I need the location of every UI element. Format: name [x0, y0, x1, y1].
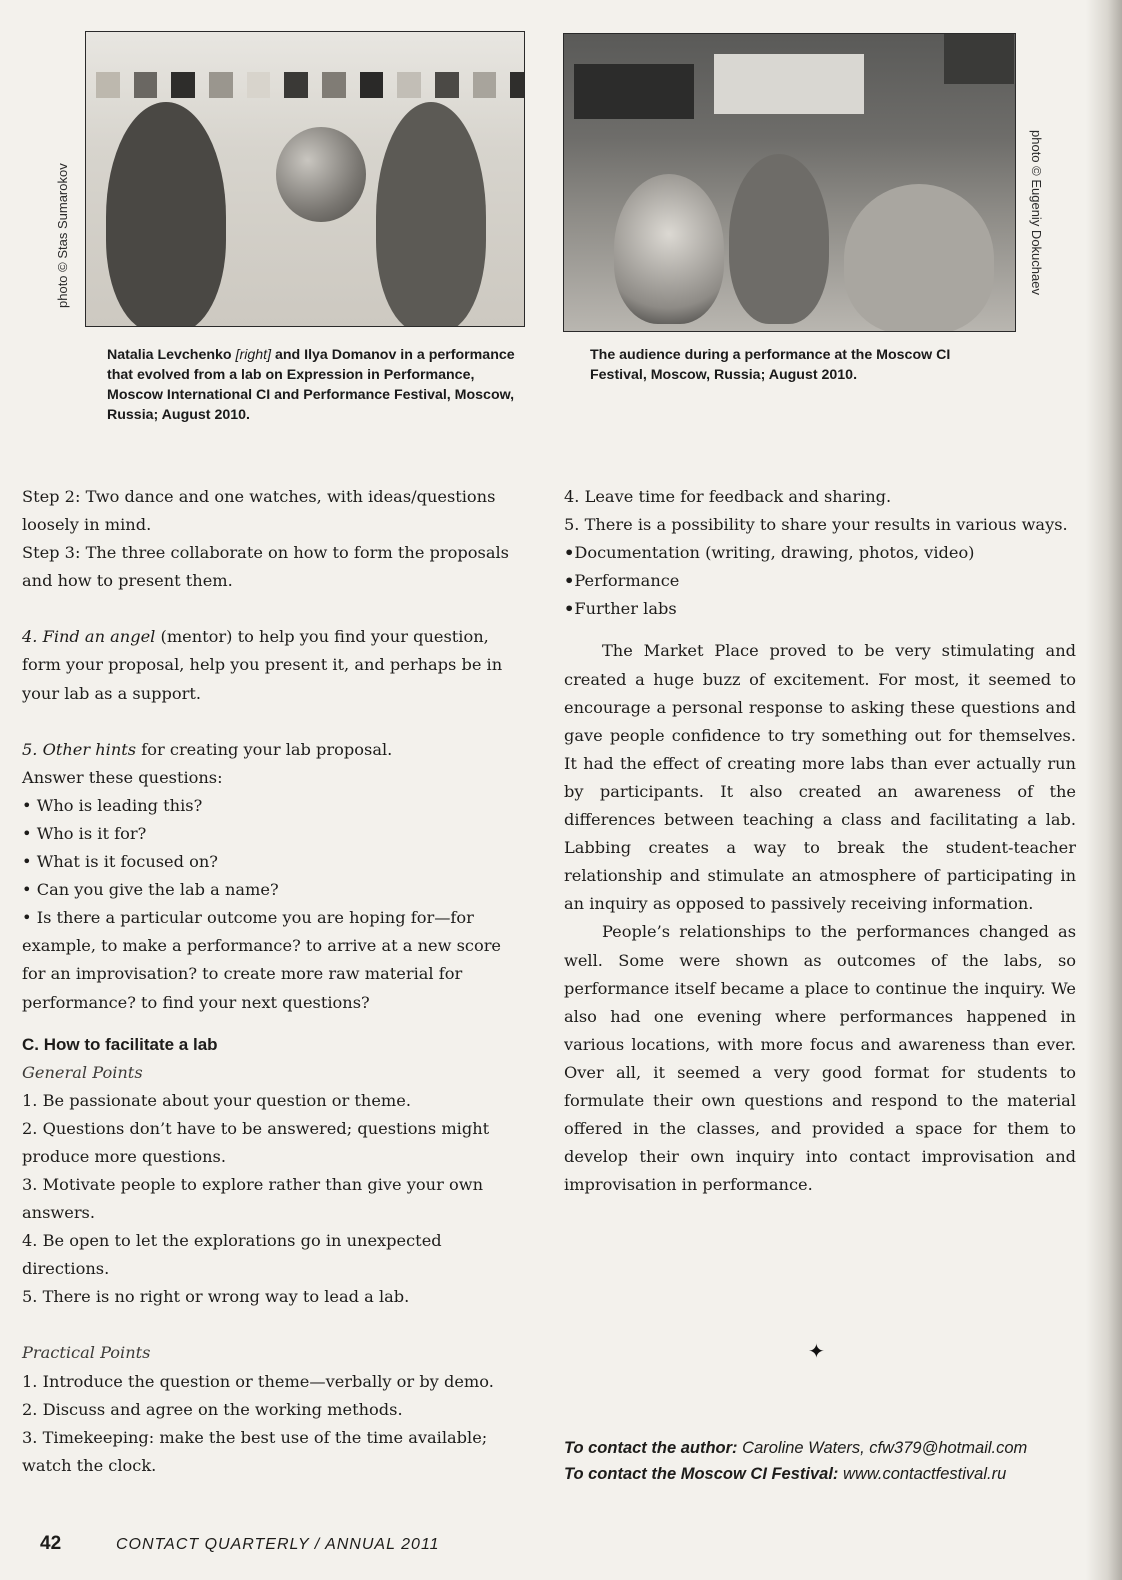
page-edge-shadow — [1086, 0, 1122, 1580]
question-item: • Can you give the lab a name? — [22, 880, 279, 900]
question-item: • Is there a particular outcome you are hoping for—for example, to make a performance? to arrive at a new score for an improvisation? to create more raw material for performance? to find your next questions? — [22, 908, 502, 1012]
practical-points-heading: Practical Points — [22, 1343, 151, 1363]
general-point: 1. Be passionate about your question or theme. — [22, 1090, 411, 1110]
bullet-item: •Documentation (writing, drawing, photos, video) — [564, 543, 975, 563]
answer-intro: Answer these questions: — [22, 767, 223, 787]
photo-credit-1: photo © Stas Sumarokov — [55, 163, 70, 308]
general-point: 3. Motivate people to explore rather than give your own answers. — [22, 1174, 483, 1223]
general-point: 4. Be open to let the explorations go in unexpected directions. — [22, 1231, 442, 1279]
contact-festival: To contact the Moscow CI Festival: www.contactfestival.ru — [564, 1465, 1007, 1483]
photo-performance-balloon — [85, 31, 525, 327]
question-item: • Who is leading this? — [22, 795, 203, 815]
publication-title: CONTACT QUARTERLY / ANNUAL 2011 — [116, 1536, 440, 1553]
section-heading-facilitate: C. How to facilitate a lab — [22, 1034, 218, 1054]
dancer-woman — [376, 102, 486, 327]
page-number: 42 — [40, 1533, 62, 1554]
general-points-heading: General Points — [22, 1062, 143, 1082]
practical-point: 3. Timekeeping: make the best use of the time available; watch the clock. — [22, 1427, 488, 1475]
end-mark-icon: ✦ — [808, 1339, 825, 1363]
step-3: Step 3: The three collaborate on how to form the proposals and how to present them. — [22, 543, 509, 591]
question-item: • What is it focused on? — [22, 852, 218, 872]
list-item-feedback: 4. Leave time for feedback and sharing. — [564, 487, 892, 506]
other-hints-item: 5. Other hints for creating your lab proposal. — [22, 739, 393, 759]
festival-website-link[interactable]: www.contactfestival.ru — [838, 1465, 1007, 1483]
photo-audience — [563, 33, 1016, 332]
paragraph-performances: People’s relationships to the performances changed as well. Some were shown as outcomes of the labs, so performance itself became a place to continue the inquiry. We also had one evening where performances happened in various locations, with more focus and awareness than ever. Over all, it seemed a very good format for students to formulate their own questions and respond to the material offered in the classes, and provided a space for them to develop their own inquiry into contact improvisation and improvisation in performance. — [564, 922, 1076, 1195]
window — [714, 54, 864, 114]
dancer-man — [106, 102, 226, 327]
contact-author: To contact the author: Caroline Waters, cfw379@hotmail.com — [564, 1439, 1028, 1457]
general-point: 5. There is no right or wrong way to lead a lab. — [22, 1287, 410, 1307]
bullet-item: •Further labs — [564, 599, 677, 619]
practical-point: 1. Introduce the question or theme—verbally or by demo. — [22, 1371, 494, 1391]
window — [944, 34, 1014, 84]
right-column — [564, 483, 1076, 1199]
paragraph-market-place: The Market Place proved to be very stimulating and created a huge buzz of excitement. For most, it seemed to encourage a personal response to asking these questions and gave people confidence to try something out for themselves. It had the effect of creating more labs than ever actually run by participants. It also created an awareness of the differences between teaching a class and facilitating a lab. Labbing creates a way to break the student-teacher relationship and stimulate an atmosphere of participating in an inquiry as opposed to passively receiving information. — [564, 641, 1076, 914]
balloon — [276, 127, 366, 222]
window — [574, 64, 694, 119]
list-item-share: 5. There is a possibility to share your results in various ways. — [564, 515, 1068, 535]
question-item: • Who is it for? — [22, 823, 147, 843]
practical-point: 2. Discuss and agree on the working methods. — [22, 1399, 403, 1419]
audience-man-bandana — [844, 184, 994, 332]
audience-girl-face — [614, 174, 724, 324]
photo-caption-1: Natalia Levchenko [right] and Ilya Domanov in a performance that evolved from a lab on Expression in Performance, Moscow International CI and Performance Festival, Moscow, Russia; August 2010. — [107, 347, 515, 423]
photo-caption-2: The audience during a performance at the Moscow CI Festival, Moscow, Russia; August 2010. — [590, 347, 951, 383]
audience-man — [729, 154, 829, 324]
left-column — [22, 483, 528, 1480]
bullet-item: •Performance — [564, 571, 680, 591]
general-point: 2. Questions don’t have to be answered; questions might produce more questions. — [22, 1118, 490, 1166]
find-angel-item: 4. Find an angel (mentor) to help you find your question, form your proposal, help you present it, and perhaps be in your lab as a support. — [22, 627, 503, 703]
photo-credit-2: photo © Eugeniy Dokuchaev — [1029, 130, 1044, 295]
author-email-link[interactable]: Caroline Waters, cfw379@hotmail.com — [737, 1439, 1028, 1457]
step-2: Step 2: Two dance and one watches, with ideas/questions loosely in mind. — [22, 487, 496, 535]
